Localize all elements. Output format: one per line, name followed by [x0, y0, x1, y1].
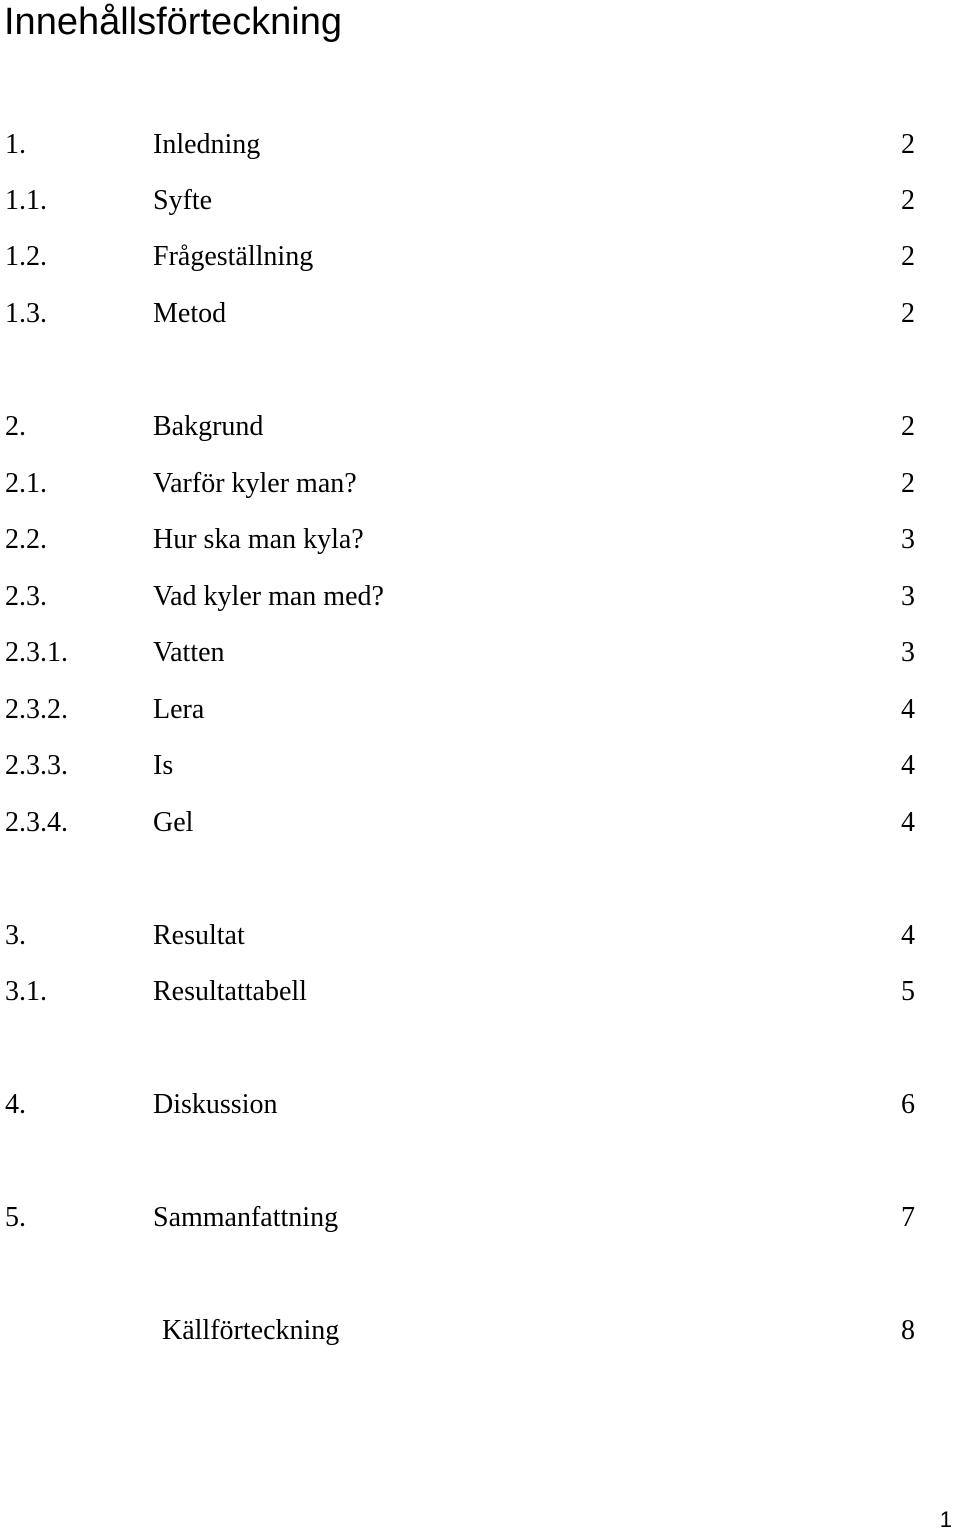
toc-entry-number: 2.3.1.	[5, 637, 68, 668]
toc-entry-number: 2.3.2.	[5, 694, 68, 725]
toc-entry-number: 2.3.4.	[5, 807, 68, 838]
toc-entry-number: 2.3.3.	[5, 750, 68, 781]
toc-entry-number: 5.	[5, 1202, 26, 1233]
toc-entry-number: 2.3.	[5, 581, 47, 612]
toc-entry-number: 1.2.	[5, 241, 47, 272]
toc-entry-page: 4	[901, 750, 915, 781]
toc-entry	[0, 464, 960, 504]
toc-entry	[0, 690, 960, 730]
toc-entry-page: 4	[901, 807, 915, 838]
toc-entry-label: Varför kyler man?	[153, 468, 357, 499]
toc-entry	[0, 972, 960, 1012]
toc-entry	[0, 294, 960, 334]
toc-entry-label: Vad kyler man med?	[153, 581, 384, 612]
toc-entry	[0, 1085, 960, 1125]
toc-entry	[0, 407, 960, 447]
toc-entry-label: Is	[153, 750, 174, 781]
toc-entry-number: 3.	[5, 920, 26, 951]
page-number: 1	[939, 1507, 952, 1532]
toc-entry-label: Syfte	[153, 185, 213, 216]
toc-entry-label: Gel	[153, 807, 194, 838]
toc-entry-number: 2.	[5, 411, 26, 442]
toc-entry-page: 2	[901, 468, 915, 499]
toc-entry-number: 4.	[5, 1089, 26, 1120]
toc-entry-label: Lera	[153, 694, 205, 725]
toc-entry-page: 8	[901, 1315, 915, 1346]
toc-entry-number: 1.1.	[5, 185, 47, 216]
toc-entry-page: 2	[901, 298, 915, 329]
toc-entry-label: Inledning	[153, 129, 261, 160]
toc-entry-label: Resultattabell	[153, 976, 307, 1007]
page-title: Innehållsförteckning	[4, 1, 342, 43]
toc-entry	[0, 803, 960, 843]
toc-entry-label: Källförteckning	[162, 1315, 340, 1346]
toc-entry-page: 2	[901, 411, 915, 442]
toc-entry	[0, 916, 960, 956]
toc-entry-number: 2.2.	[5, 524, 47, 555]
toc-entry	[0, 577, 960, 617]
toc-entry-label: Bakgrund	[153, 411, 264, 442]
toc-entry-page: 3	[901, 581, 915, 612]
toc-entry-page: 4	[901, 694, 915, 725]
toc-entry-label: Diskussion	[153, 1089, 278, 1120]
toc-entry-page: 2	[901, 129, 915, 160]
toc-entry-label: Frågeställning	[153, 241, 314, 272]
toc-entry-label: Sammanfattning	[153, 1202, 339, 1233]
toc-entry-number: 1.3.	[5, 298, 47, 329]
toc-entry-page: 3	[901, 637, 915, 668]
toc-entry	[0, 125, 960, 165]
toc-entry	[0, 181, 960, 221]
toc-entry	[0, 520, 960, 560]
toc-entry	[0, 633, 960, 673]
toc-entry	[0, 746, 960, 786]
toc-entry-label: Hur ska man kyla?	[153, 524, 364, 555]
toc-entry-page: 2	[901, 241, 915, 272]
toc-entry	[0, 237, 960, 277]
toc-entry-page: 3	[901, 524, 915, 555]
toc-entry-label: Metod	[153, 298, 227, 329]
toc-entry-page: 4	[901, 920, 915, 951]
toc-entry-number: 2.1.	[5, 468, 47, 499]
toc-entry-label: Resultat	[153, 920, 245, 951]
toc-entry	[0, 1198, 960, 1238]
toc-entry-label: Vatten	[153, 637, 225, 668]
toc-entry-number: 1.	[5, 129, 26, 160]
toc-entry-page: 5	[901, 976, 915, 1007]
toc-entry-page: 6	[901, 1089, 915, 1120]
toc-entry-page: 7	[901, 1202, 915, 1233]
toc-entry-page: 2	[901, 185, 915, 216]
toc-entry-number: 3.1.	[5, 976, 47, 1007]
toc-entry	[0, 1311, 960, 1351]
